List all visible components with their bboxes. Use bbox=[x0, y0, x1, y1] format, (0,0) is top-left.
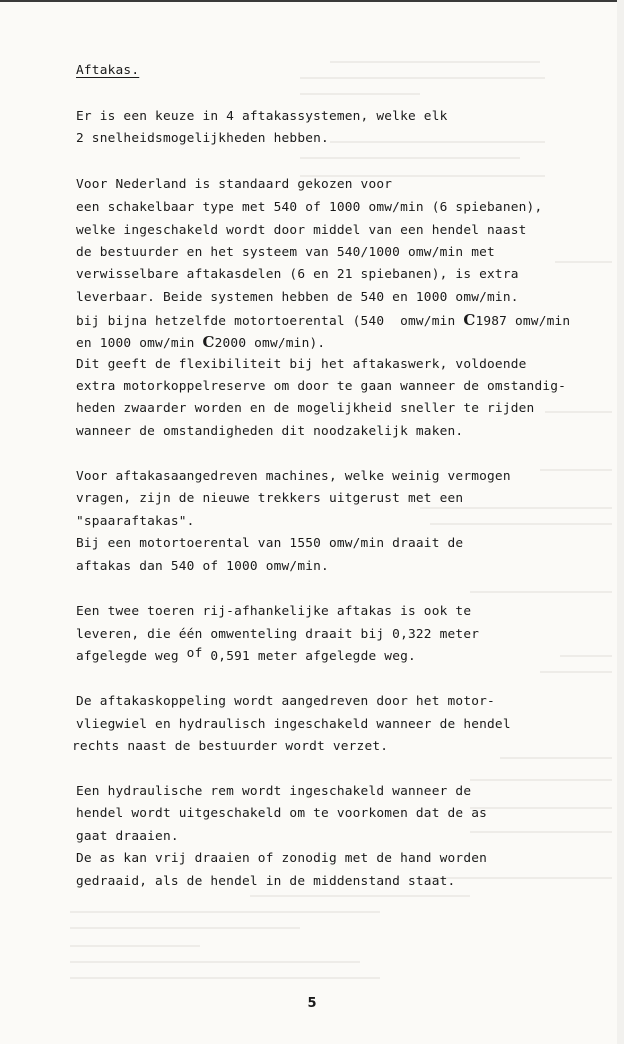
page-number: 5 bbox=[307, 996, 317, 1011]
text-line: de bestuurder en het systeem van 540/1000 omw/min met bbox=[76, 245, 495, 260]
circa-symbol: C bbox=[463, 311, 476, 329]
text-line: leverbaar. Beide systemen hebben de 540 en 1000 omw/min. bbox=[76, 290, 519, 305]
text-line: gaat draaien. bbox=[76, 829, 179, 844]
text-line: extra motorkoppelreserve om door te gaan wanneer de omstandig- bbox=[76, 379, 567, 394]
text-line: aftakas dan 540 of 1000 omw/min. bbox=[76, 559, 329, 574]
text-line: hendel wordt uitgeschakeld om te voorkomen dat de as bbox=[76, 806, 488, 821]
text-line: een schakelbaar type met 540 of 1000 omw/min (6 spiebanen), bbox=[76, 200, 543, 215]
text-line: De as kan vrij draaien of zonodig met de hand worden bbox=[76, 851, 488, 866]
text-line: Dit geeft de flexibiliteit bij het aftakaswerk, voldoende bbox=[76, 357, 527, 372]
text-line: en 1000 omw/min C2000 omw/min). bbox=[76, 333, 326, 351]
text-line: heden zwaarder worden en de mogelijkheid sneller te rijden bbox=[76, 401, 535, 416]
text-line: afgelegde weg of 0,591 meter afgelegde weg. bbox=[76, 646, 416, 664]
text-line: Een hydraulische rem wordt ingeschakeld wanneer de bbox=[76, 784, 472, 799]
text-line: Er is een keuze in 4 aftakassystemen, welke elk bbox=[76, 109, 448, 124]
text-line: leveren, die één omwenteling draait bij 0,322 meter bbox=[76, 627, 480, 642]
text-line: rechts naast de bestuurder wordt verzet. bbox=[72, 739, 389, 754]
text-line: Een twee toeren rij-afhankelijke aftakas is ook te bbox=[76, 604, 472, 619]
scan-top-border bbox=[0, 0, 624, 2]
text-line: De aftakaskoppeling wordt aangedreven door het motor- bbox=[76, 694, 495, 709]
text-line: vliegwiel en hydraulisch ingeschakeld wanneer de hendel bbox=[76, 717, 511, 732]
text-line: "spaaraftakas". bbox=[76, 514, 195, 529]
text-line: bij bijna hetzelfde motortoerental (540 omw/min C1987 omw/min bbox=[76, 311, 571, 329]
text-line: verwisselbare aftakasdelen (6 en 21 spiebanen), is extra bbox=[76, 267, 519, 282]
text-line: Bij een motortoerental van 1550 omw/min draait de bbox=[76, 536, 464, 551]
text-line: 2 snelheidsmogelijkheden hebben. bbox=[76, 131, 329, 146]
scan-right-edge bbox=[617, 0, 624, 1044]
text-line: Voor Nederland is standaard gekozen voor bbox=[76, 177, 393, 192]
text-line: gedraaid, als de hendel in de middenstand staat. bbox=[76, 874, 456, 889]
text-line: vragen, zijn de nieuwe trekkers uitgerust met een bbox=[76, 491, 464, 506]
circa-symbol: C bbox=[202, 333, 215, 351]
text-line: welke ingeschakeld wordt door middel van een hendel naast bbox=[76, 223, 527, 238]
text-line: wanneer de omstandigheden dit noodzakelijk maken. bbox=[76, 424, 464, 439]
text-line: Voor aftakasaangedreven machines, welke weinig vermogen bbox=[76, 469, 511, 484]
section-title: Aftakas. bbox=[76, 63, 140, 78]
